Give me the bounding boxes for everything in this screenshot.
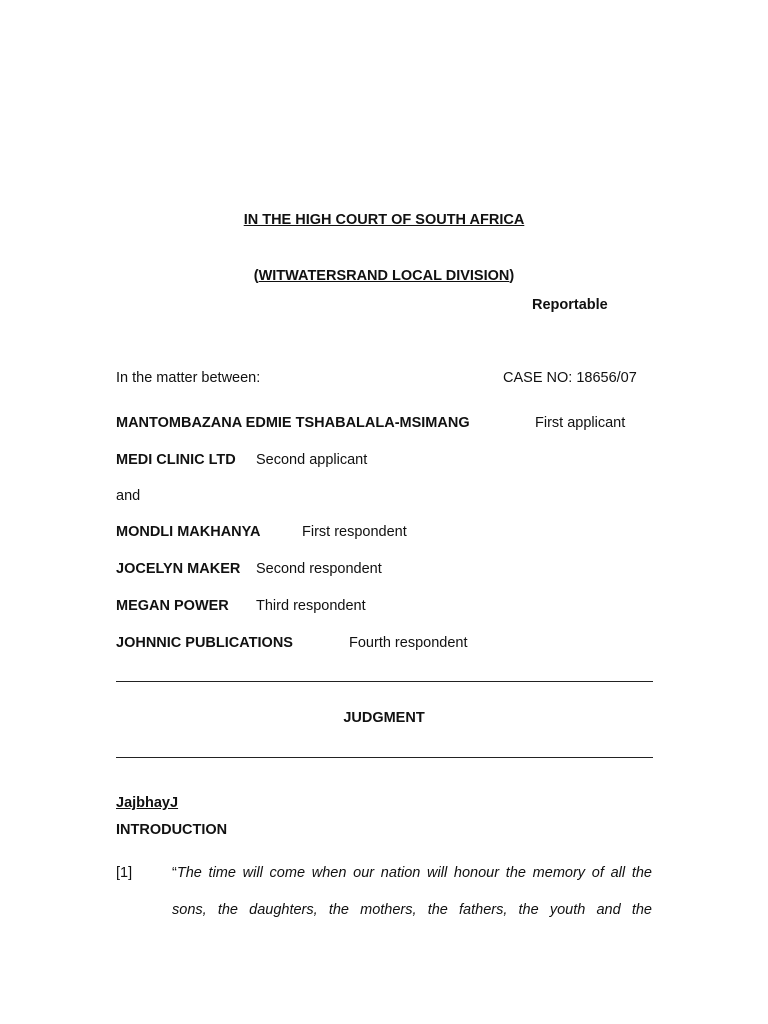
reportable-label: Reportable [532, 297, 608, 313]
divider-bottom [116, 757, 653, 758]
division-open-paren: ( [253, 268, 259, 284]
division-name: WITWATERSRAND LOCAL DIVISION [258, 268, 510, 284]
court-division [0, 267, 768, 285]
paragraph-line-1-text: The time will come when our nation will honour the memory of all the [176, 865, 652, 881]
party-role-respondent-3: Third respondent [256, 598, 366, 614]
party-role-applicant-1: First applicant [535, 415, 626, 431]
judgment-heading: JUDGMENT [343, 710, 425, 726]
parties-and: and [116, 488, 141, 504]
paragraph-open-quote: “ [172, 865, 177, 881]
party-name-respondent-3: MEGAN POWER [116, 598, 229, 614]
party-name-applicant-2: MEDI CLINIC LTD [116, 452, 236, 468]
paragraph-line-1 [172, 864, 652, 882]
section-heading: INTRODUCTION [116, 822, 228, 838]
paragraph-line-2: sons, the daughters, the mothers, the fathers, the youth and the [172, 902, 652, 918]
party-name-respondent-2: JOCELYN MAKER [116, 561, 241, 577]
party-name-respondent-1: MONDLI MAKHANYA [116, 524, 261, 540]
party-role-respondent-1: First respondent [302, 524, 407, 540]
court-title: IN THE HIGH COURT OF SOUTH AFRICA [243, 212, 525, 228]
party-role-respondent-2: Second respondent [256, 561, 382, 577]
matter-intro: In the matter between: [116, 370, 261, 386]
division-close-paren: ) [509, 268, 515, 284]
case-number: CASE NO: 18656/07 [503, 370, 637, 386]
judge-name: JajbhayJ [116, 795, 179, 811]
divider-top [116, 681, 653, 682]
party-name-applicant-1: MANTOMBAZANA EDMIE TSHABALALA-MSIMANG [116, 415, 470, 431]
party-role-applicant-2: Second applicant [256, 452, 368, 468]
paragraph-number: [1] [116, 865, 133, 881]
party-role-respondent-4: Fourth respondent [349, 635, 468, 651]
party-name-respondent-4: JOHNNIC PUBLICATIONS [116, 635, 293, 651]
